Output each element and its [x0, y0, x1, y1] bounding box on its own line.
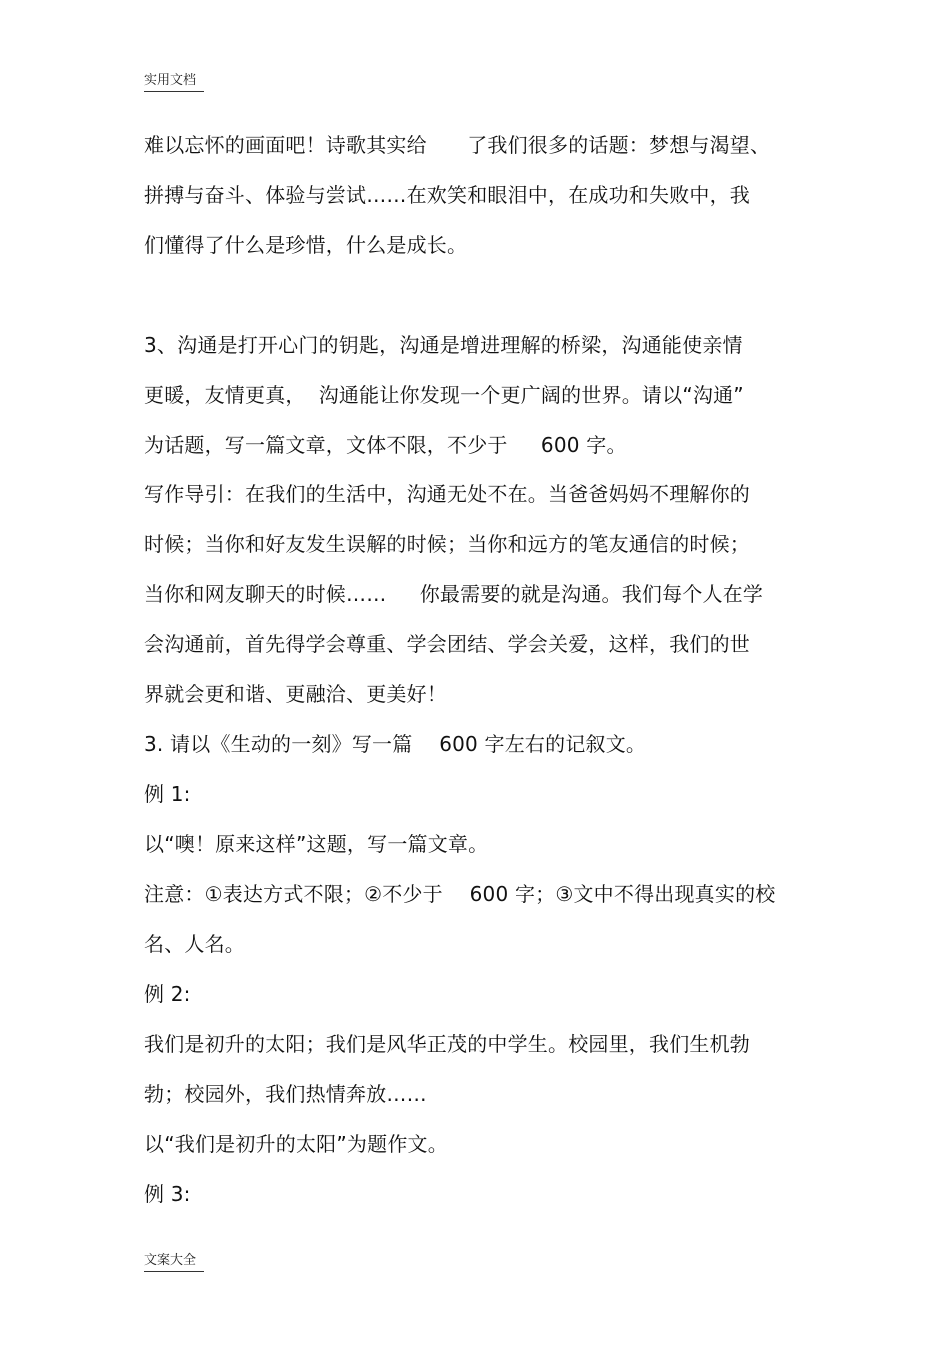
body-line-8: 时候；当你和好友发生误解的时候；当你和远方的笔友通信的时候；: [144, 532, 750, 556]
body-line-16: 名、人名。: [144, 932, 245, 956]
body-line-7: 写作导引：在我们的生活中，沟通无处不在。当爸爸妈妈不理解你的: [144, 482, 750, 506]
body-line-5: 更暖，友情更真， 沟通能让你发现一个更广阔的世界。请以“沟通”: [144, 383, 744, 407]
body-line-2: 拼搏与奋斗、体验与尝试……在欢笑和眼泪中，在成功和失败中，我: [144, 183, 750, 207]
body-line-21: 例 3:: [144, 1182, 191, 1206]
body-line-20: 以“我们是初升的太阳”为题作文。: [144, 1132, 448, 1156]
body-line-6: 为话题，写一篇文章，文体不限，不少于 600 字。: [144, 433, 627, 457]
page-header: 实用文档: [144, 69, 204, 92]
body-line-19: 勃；校园外，我们热情奔放……: [144, 1082, 427, 1106]
body-line-17: 例 2:: [144, 982, 191, 1006]
body-line-1: 难以忘怀的画面吧！诗歌其实给 了我们很多的话题：梦想与渴望、: [144, 133, 771, 157]
body-line-11: 界就会更和谐、更融洽、更美好！: [144, 682, 447, 706]
body-line-12: 3. 请以《生动的一刻》写一篇 600 字左右的记叙文。: [144, 732, 647, 756]
body-line-3: 们懂得了什么是珍惜，什么是成长。: [144, 233, 468, 257]
body-line-13: 例 1:: [144, 782, 191, 806]
body-line-9: 当你和网友聊天的时候…… 你最需要的就是沟通。我们每个人在学: [144, 582, 764, 606]
body-line-14: 以“噢！原来这样”这题，写一篇文章。: [144, 832, 489, 856]
body-line-4: 3、沟通是打开心门的钥匙，沟通是增进理解的桥梁，沟通能使亲情: [144, 333, 743, 357]
body-line-18: 我们是初升的太阳；我们是风华正茂的中学生。校园里，我们生机勃: [144, 1032, 750, 1056]
body-line-15: 注意：①表达方式不限；②不少于 600 字；③文中不得出现真实的校: [144, 882, 776, 906]
page-footer: 文案大全: [144, 1249, 204, 1272]
body-line-10: 会沟通前，首先得学会尊重、学会团结、学会关爱，这样，我们的世: [144, 632, 750, 656]
